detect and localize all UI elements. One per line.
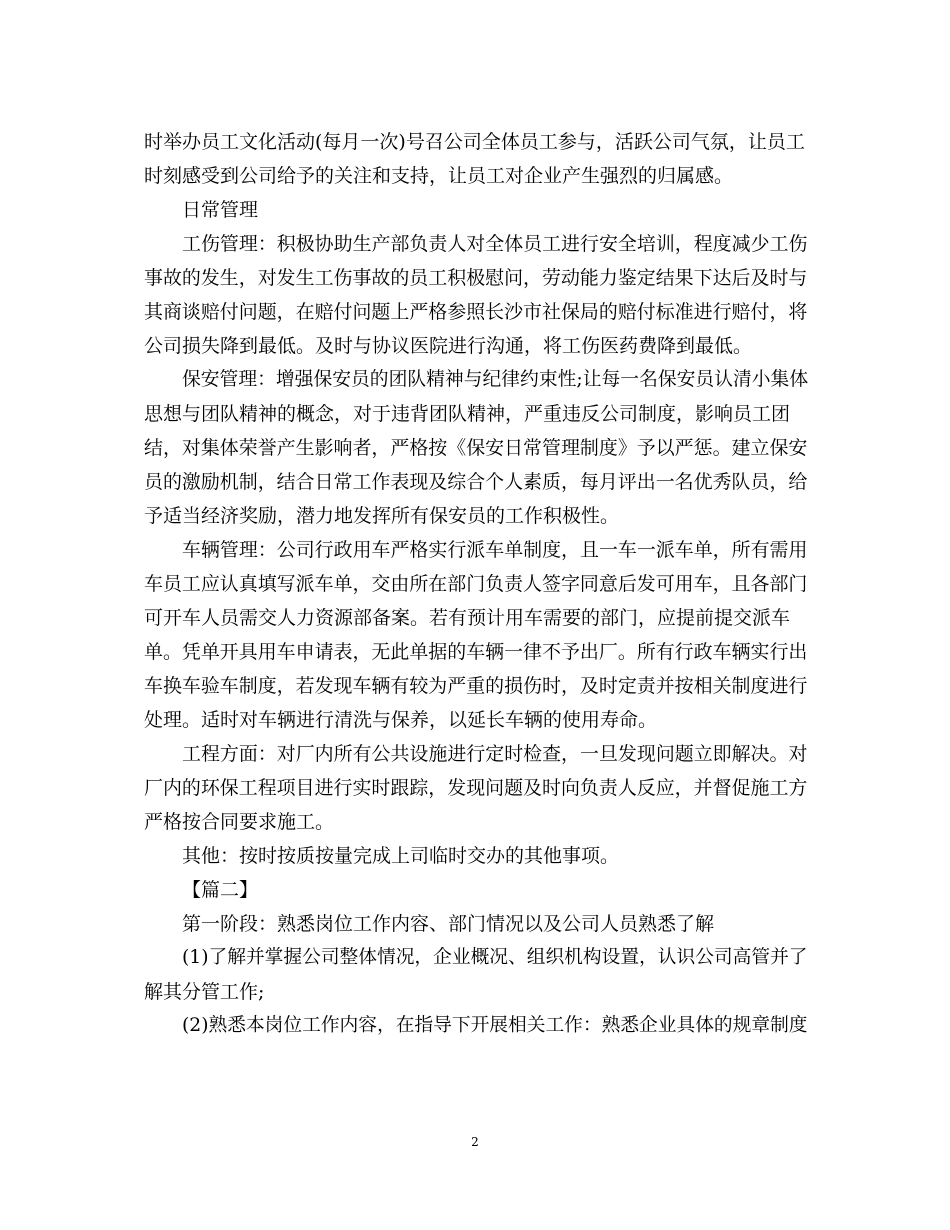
text-line: 严格按合同要求施工。 <box>144 811 335 833</box>
section-heading: 【篇二】 <box>182 879 259 901</box>
text-line: 厂内的环保工程项目进行实时跟踪，发现问题及时向负责人反应，并督促施工方 <box>144 777 808 799</box>
text-line: 公司损失降到最低。及时与协议医院进行沟通，将工伤医药费降到最低。 <box>144 335 753 357</box>
text-line: 车换车验车制度，若发现车辆有较为严重的损伤时，及时定责并按相关制度进行 <box>144 675 808 697</box>
section-heading: 日常管理 <box>182 199 259 221</box>
text-line: 时刻感受到公司给予的关注和支持，让员工对企业产生强烈的归属感。 <box>144 165 734 187</box>
text-line: 处理。适时对车辆进行清洗与保养，以延长车辆的使用寿命。 <box>144 709 658 731</box>
text-line: (2)熟悉本岗位工作内容，在指导下开展相关工作：熟悉企业具体的规章制度 <box>182 1015 808 1036</box>
text-line: 结，对集体荣誉产生影响者，严格按《保安日常管理制度》予以严惩。建立保安 <box>144 437 808 459</box>
document-body <box>144 125 808 1043</box>
text-line: 事故的发生，对发生工伤事故的员工积极慰问，劳动能力鉴定结果下达后及时与 <box>144 267 808 289</box>
text-line: 单。凭单开具用车申请表，无此单据的车辆一律不予出厂。所有行政车辆实行出 <box>144 641 808 663</box>
text-line: 可开车人员需交人力资源部备案。若有预计用车需要的部门，应提前提交派车 <box>144 607 791 629</box>
text-line: 员的激励机制，结合日常工作表现及综合个人素质，每月评出一名优秀队员，给 <box>144 471 808 493</box>
text-line: 其他：按时按质按量完成上司临时交办的其他事项。 <box>182 845 620 867</box>
text-line: 解其分管工作; <box>144 981 265 1003</box>
text-line: 保安管理：增强保安员的团队精神与纪律约束性;让每一名保安员认清小集体 <box>182 369 809 390</box>
text-line: 第一阶段：熟悉岗位工作内容、部门情况以及公司人员熟悉了解 <box>182 913 715 935</box>
text-line: 车员工应认真填写派车单，交由所在部门负责人签字同意后发可用车，且各部门 <box>144 573 808 595</box>
text-line: (1)了解并掌握公司整体情况，企业概况、组织机构设置，认识公司高管并了 <box>182 947 808 968</box>
page-number: 2 <box>471 1135 479 1149</box>
text-line: 时举办员工文化活动(每月一次)号召公司全体员工参与，活跃公司气氛，让员工 <box>144 131 805 153</box>
text-line: 思想与团队精神的概念，对于违背团队精神，严重违反公司制度，影响员工团 <box>144 403 791 425</box>
text-line: 工伤管理：积极协助生产部负责人对全体员工进行安全培训，程度减少工伤 <box>182 233 808 255</box>
text-line: 车辆管理：公司行政用车严格实行派车单制度，且一车一派车单，所有需用 <box>182 539 808 561</box>
text-line: 其商谈赔付问题，在赔付问题上严格参照长沙市社保局的赔付标准进行赔付，将 <box>144 301 808 323</box>
text-line: 予适当经济奖励，潜力地发挥所有保安员的工作积极性。 <box>144 505 620 527</box>
text-line: 工程方面：对厂内所有公共设施进行定时检查，一旦发现问题立即解决。对 <box>182 743 808 765</box>
